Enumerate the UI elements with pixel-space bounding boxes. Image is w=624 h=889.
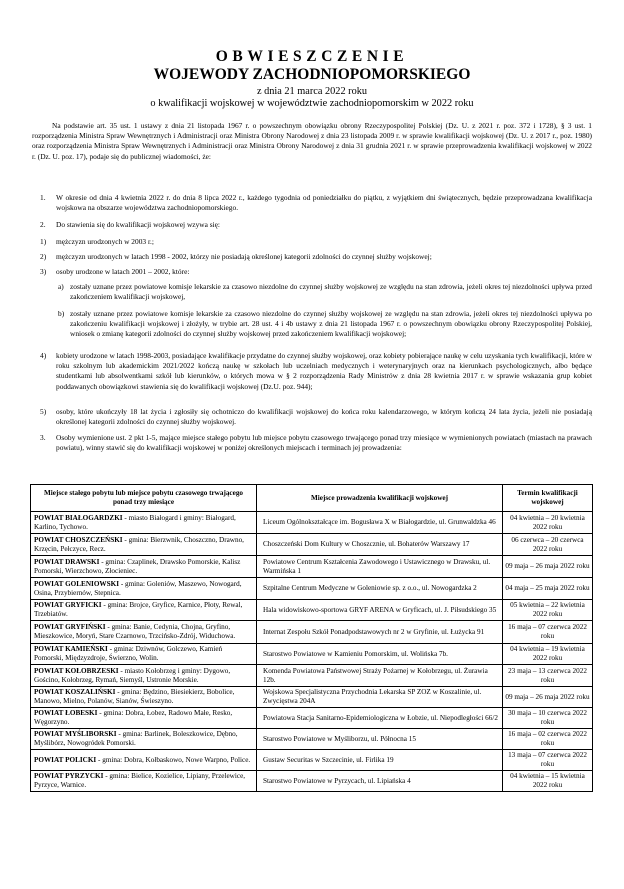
- powiat-name: POWIAT DRAWSKI: [34, 557, 100, 566]
- point-number: 2.: [40, 220, 46, 229]
- residence-cell: [31, 512, 257, 534]
- qualification-schedule-table: [30, 484, 593, 792]
- residence-cell: [31, 729, 257, 750]
- residence-cell: [31, 665, 257, 687]
- gminy-list: - gmina: Bielice, Kozielice, Lipiany, Przelewice, Pyrzyce, Warnice.: [34, 772, 246, 789]
- table-row: [31, 578, 593, 600]
- powiat-name: POWIAT ŁOBESKI: [34, 709, 98, 717]
- powiat-name: POWIAT PYRZYCKI: [34, 772, 104, 780]
- residence-cell: [31, 708, 257, 729]
- residence-cell: [31, 578, 257, 600]
- gminy-list: - gmina: Barlinek, Boleszkowice, Dębno, Myślibórz, Nowogródek Pomorski.: [34, 730, 238, 747]
- subpoint-text: osoby urodzone w latach 2001 – 2002, które:: [56, 267, 190, 276]
- subpoint-number: 1): [40, 237, 47, 246]
- qualification-location-cell: Powiatowa Stacja Sanitarno-Epidemiologiczna w Łobzie, ul. Niepodległości 66/2: [257, 708, 503, 729]
- qualification-date-cell: 04 kwietnia – 20 kwietnia 2022 roku: [503, 512, 593, 534]
- column-header-residence: Miejsce stałego pobytu lub miejsce pobytu czasowego trwającego ponad trzy miesiące: [31, 485, 257, 512]
- qualification-location-cell: Internat Zespołu Szkół Ponadpodstawowych nr 2 w Gryfinie, ul. Łużycka 91: [257, 621, 503, 644]
- table-row: [31, 534, 593, 556]
- residence-cell: [31, 644, 257, 665]
- qualification-date-cell: 04 kwietnia – 15 kwietnia 2022 roku: [503, 771, 593, 792]
- qualification-location-cell: Hala widowiskowo-sportowa GRYF ARENA w Gryficach, ul. J. Piłsudskiego 35: [257, 600, 503, 621]
- table-row: [31, 600, 593, 621]
- residence-cell: [31, 621, 257, 644]
- residence-cell: [31, 771, 257, 792]
- qualification-location-cell: Powiatowe Centrum Kształcenia Zawodowego i Ustawicznego w Drawsku, ul. Warmińska 1: [257, 556, 503, 578]
- point-text: Osoby wymienione ust. 2 pkt 1-5, mające miejsce stałego pobytu lub miejsce pobytu czasowego trwającego ponad trzy miesiące w wymienionych powiatach (miastach na prawach powiatu), winny stawić się do kwalifikacji wojskowej w poniżej określonych miejscach i terminach jej prowadzenia:: [56, 433, 592, 453]
- qualification-location-cell: Wojskowa Specjalistyczna Przychodnia Lekarska SP ZOZ w Koszalinie, ul. Zwycięstwa 204A: [257, 687, 503, 708]
- gminy-list: - gmina: Dobra, Łobez, Radowo Małe, Resko, Węgorzyno.: [34, 709, 233, 726]
- table-row: [31, 771, 593, 792]
- gminy-list: - gmina: Brojce, Gryfice, Karnice, Płoty, Rewal, Trzebiatów.: [34, 601, 243, 618]
- powiat-name: POWIAT BIAŁOGARDZKI: [34, 513, 123, 522]
- table-row: [31, 512, 593, 534]
- qualification-location-cell: Liceum Ogólnokształcące im. Bogusława X w Białogardzie, ul. Grunwaldzka 46: [257, 512, 503, 534]
- subpoint-number: 2): [40, 252, 47, 261]
- letter-point-number: a): [58, 282, 64, 291]
- qualification-date-cell: 04 maja – 25 maja 2022 roku: [503, 578, 593, 600]
- powiat-name: POWIAT KOŁOBRZESKI: [34, 666, 119, 675]
- qualification-location-cell: Starostwo Powiatowe w Pyrzycach, ul. Lipiańska 4: [257, 771, 503, 792]
- subpoint-text: osoby, które ukończyły 18 lat życia i zgłosiły się ochotniczo do kwalifikacji wojskowej do końca roku kalendarzowego, w którym kończą 24 lata życia, jeżeli nie posiadają określonej kategorii zdolności do czynnej służby wojskowej.: [56, 407, 592, 427]
- table-header-row: [31, 485, 593, 512]
- issuer-title: WOJEWODY ZACHODNIOPOMORSKIEGO: [153, 66, 471, 83]
- qualification-location-cell: Szpitalne Centrum Medyczne w Goleniowie sp. z o.o., ul. Nowogardzka 2: [257, 578, 503, 600]
- table-row: [31, 729, 593, 750]
- point-number: 1.: [40, 193, 46, 202]
- powiat-name: POWIAT KOSZALIŃSKI: [34, 688, 116, 696]
- table-row: [31, 621, 593, 644]
- table-row: [31, 665, 593, 687]
- powiat-name: POWIAT GRYFIŃSKI: [34, 623, 106, 631]
- document-subject: o kwalifikacji wojskowej w województwie zachodniopomorskim w 2022 roku: [150, 98, 474, 109]
- residence-cell: [31, 600, 257, 621]
- letter-point-text: zostały uznane przez powiatowe komisje lekarskie za czasowo niezdolne do czynnej służby wojskowej ze względu na stan zdrowia, jeżeli okres tej niezdolności upływa po zakończeniu kwalifikacji wojskowej i złożyły, w trybie art. 28 ust. 4 i 4b ustawy z dnia 21 listopada 1967 r. o powszechnym obowiązku obrony Rzeczypospolitej Polskiej, wniosek o zmianę kategorii zdolności do czynnej służby wojskowej przed zakończeniem kwalifikacji wojskowej;: [70, 309, 592, 339]
- qualification-date-cell: 13 maja – 07 czerwca 2022 roku: [503, 750, 593, 771]
- qualification-date-cell: 16 maja – 07 czerwca 2022 roku: [503, 621, 593, 644]
- column-header-date: Termin kwalifikacji wojskowej: [503, 485, 593, 512]
- qualification-location-cell: Starostwo Powiatowe w Kamieniu Pomorskim, ul. Wolińska 7b.: [257, 644, 503, 665]
- document-title: OBWIESZCZENIE: [215, 48, 409, 65]
- subpoint-number: 5): [40, 407, 47, 416]
- qualification-date-cell: 06 czerwca – 20 czerwca 2022 roku: [503, 534, 593, 556]
- qualification-location-cell: Gustaw Securitas w Szczecinie, ul. Firlika 19: [257, 750, 503, 771]
- column-header-location: Miejsce prowadzenia kwalifikacji wojskowej: [257, 485, 503, 512]
- qualification-date-cell: 09 maja – 26 maja 2022 roku: [503, 556, 593, 578]
- residence-cell: [31, 687, 257, 708]
- qualification-date-cell: 04 kwietnia – 19 kwietnia 2022 roku: [503, 644, 593, 665]
- powiat-name: POWIAT MYŚLIBORSKI: [34, 730, 117, 738]
- qualification-location-cell: Choszczeński Dom Kultury w Choszcznie, ul. Bohaterów Warszawy 17: [257, 534, 503, 556]
- table-row: [31, 687, 593, 708]
- qualification-date-cell: 16 maja – 02 czerwca 2022 roku: [503, 729, 593, 750]
- gminy-list: - miasto Białogard i gminy: Białogard, Karlino, Tychowo.: [34, 513, 236, 531]
- gminy-list: - gmina: Dziwnów, Golczewo, Kamień Pomorski, Międzyzdroje, Świerzno, Wolin.: [34, 645, 223, 662]
- point-text: Do stawienia się do kwalifikacji wojskowej wzywa się:: [56, 220, 220, 229]
- residence-cell: [31, 750, 257, 771]
- qualification-date-cell: 23 maja – 13 czerwca 2022 roku: [503, 665, 593, 687]
- qualification-date-cell: 05 kwietnia – 22 kwietnia 2022 roku: [503, 600, 593, 621]
- intro-paragraph: Na podstawie art. 35 ust. 1 ustawy z dnia 21 listopada 1967 r. o powszechnym obowiązku obrony Rzeczypospolitej Polskiej (Dz. U. z 2021 r. poz. 372 i 1728), § 3 ust. 1 rozporządzenia Ministra Spraw Wewnętrznych i Administracji oraz Ministra Obrony Narodowej z dnia 23 listopada 2009 r. w sprawie kwalifikacji wojskowej (Dz. U. z 2017 r., poz. 1980) oraz rozporządzenia Ministra Spraw Wewnętrznych i Administracji oraz Ministra Obrony Narodowej z dnia 31 grudnia 2021 r. w sprawie przeprowadzenia kwalifikacji wojskowej w 2022 r. (Dz. U. poz. 17), podaje się do publicznej wiadomości, że:: [32, 121, 592, 161]
- letter-point-text: zostały uznane przez powiatowe komisje lekarskie za czasowo niezdolne do czynnej służby wojskowej ze względu na stan zdrowia, jeżeli okres tej niezdolności upływa przed zakończeniem kwalifikacji wojskowej,: [70, 282, 592, 302]
- qualification-date-cell: 09 maja – 26 maja 2022 roku: [503, 687, 593, 708]
- subpoint-number: 4): [40, 351, 47, 360]
- letter-point-number: b): [58, 309, 65, 318]
- powiat-name: POWIAT POLICKI: [34, 755, 97, 764]
- gminy-list: - gmina: Czaplinek, Drawsko Pomorskie, Kalisz Pomorski, Wierzchowo, Złocieniec.: [34, 557, 241, 575]
- subpoint-text: kobiety urodzone w latach 1998-2003, posiadające kwalifikacje przydatne do czynnej służby wojskowej, oraz kobiety pobierające naukę w celu uzyskania tych kwalifikacji, które w roku szkolnym lub akademickim 2021/2022 kończą naukę w szkołach lub uczelniach medycznych i weterynaryjnych oraz na kierunkach psychologicznych, albo będące studentkami lub absolwentkami szkół lub kierunków, o których mowa w § 2 rozporządzenia Rady Ministrów z dnia 28 kwietnia 2017 r. w sprawie wskazania grup kobiet poddawanych obowiązkowi stawienia się do kwalifikacji wojskowej (Dz.U. poz. 944);: [56, 351, 592, 391]
- powiat-name: POWIAT CHOSZCZEŃSKI: [34, 535, 123, 544]
- table-row: [31, 644, 593, 665]
- powiat-name: POWIAT GOLENIOWSKI: [34, 579, 120, 588]
- subpoint-number: 3): [40, 267, 47, 276]
- point-number: 3.: [40, 433, 46, 442]
- qualification-location-cell: Starostwo Powiatowe w Myśliborzu, ul. Północna 15: [257, 729, 503, 750]
- residence-cell: [31, 556, 257, 578]
- subpoint-text: mężczyzn urodzonych w 2003 r.;: [56, 237, 154, 246]
- gminy-list: - gmina: Goleniów, Maszewo, Nowogard, Osina, Przybiernów, Stepnica.: [34, 579, 242, 597]
- gminy-list: - gmina: Bierzwnik, Choszczno, Drawno, Krzęcin, Pełczyce, Recz.: [34, 535, 244, 553]
- powiat-name: POWIAT GRYFICKI: [34, 601, 102, 609]
- subpoint-text: mężczyzn urodzonych w latach 1998 - 2002, którzy nie posiadają określonej kategorii zdolności do czynnej służby wojskowej;: [56, 252, 432, 261]
- point-text: W okresie od dnia 4 kwietnia 2022 r. do dnia 8 lipca 2022 r., każdego tygodnia od poniedziałku do piątku, z wyjątkiem dni świątecznych, będzie przeprowadzana kwalifikacja wojskowa na obszarze województwa zachodniopomorskiego.: [56, 193, 592, 213]
- table-row: [31, 750, 593, 771]
- gminy-list: - gmina: Dobra, Kołbaskowo, Nowe Warpno, Police.: [96, 755, 251, 764]
- powiat-name: POWIAT KAMIEŃSKI: [34, 645, 108, 653]
- table-row: [31, 708, 593, 729]
- qualification-date-cell: 30 maja – 10 czerwca 2022 roku: [503, 708, 593, 729]
- table-row: [31, 556, 593, 578]
- gminy-list: - gmina: Banie, Cedynia, Chojna, Gryfino, Mieszkowice, Moryń, Stare Czarnowo, Trzcińsko-Zdrój, Widuchowa.: [34, 623, 236, 640]
- gminy-list: - gmina: Będzino, Biesiekierz, Bobolice, Manowo, Mielno, Polanów, Sianów, Świeszyno.: [34, 688, 235, 705]
- residence-cell: [31, 534, 257, 556]
- qualification-location-cell: Komenda Powiatowa Państwowej Straży Pożarnej w Kołobrzegu, ul. Żurawia 12b.: [257, 665, 503, 687]
- gminy-list: - miasto Kołobrzeg i gminy: Dygowo, Gościno, Kołobrzeg, Rymań, Siemyśl, Ustronie Morskie.: [34, 666, 231, 684]
- document-date: z dnia 21 marca 2022 roku: [256, 86, 368, 97]
- table-body: [31, 512, 593, 792]
